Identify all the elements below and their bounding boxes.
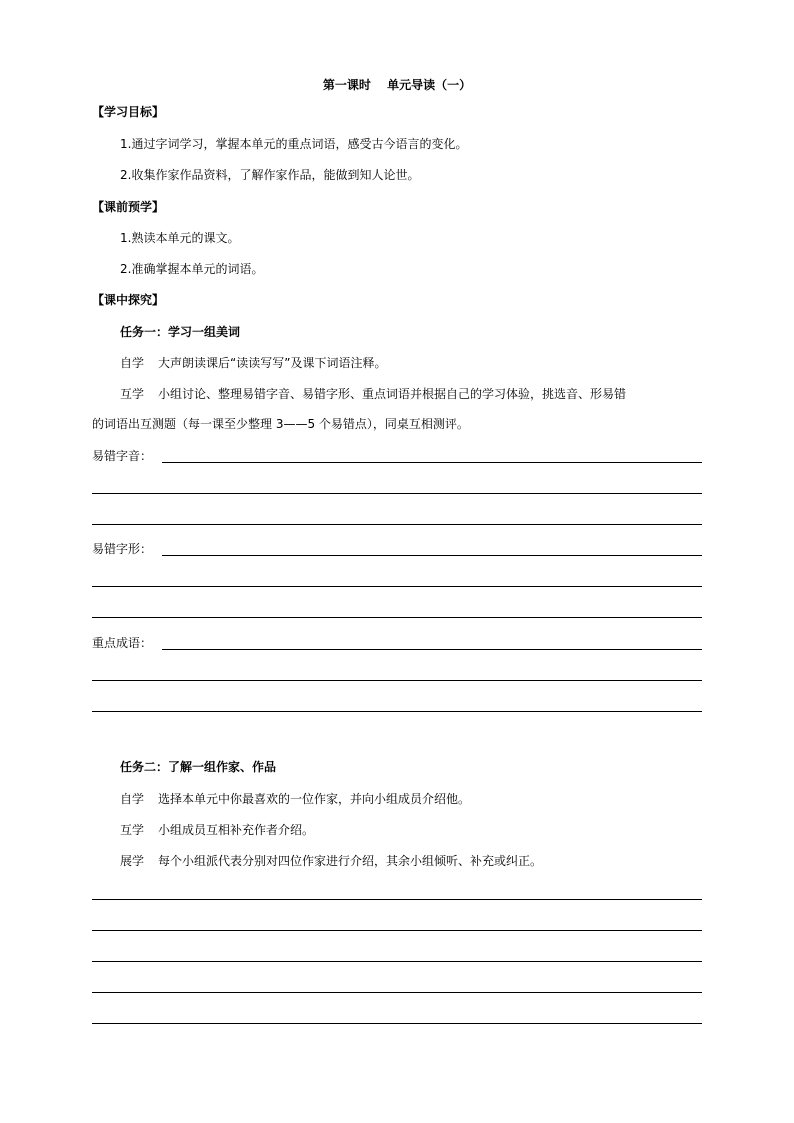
answer-line[interactable] <box>92 680 702 681</box>
task1-self-study <box>120 355 386 371</box>
task2-self-label: 自学 <box>120 792 145 806</box>
answer-line[interactable] <box>92 493 702 494</box>
task2-self-text: 选择本单元中你最喜欢的一位作家，并向小组成员介绍他。 <box>158 792 471 806</box>
answer-line[interactable] <box>92 524 702 525</box>
heading-inquiry: 【课中探究】 <box>92 293 165 307</box>
heading-learning-goals: 【学习目标】 <box>92 105 165 119</box>
task2-show-text: 每个小组派代表分别对四位作家进行介绍，其余小组倾听、补充或纠正。 <box>158 854 543 868</box>
page-title: 第一课时 单元导读（一） <box>322 78 472 92</box>
answer-line[interactable] <box>162 462 702 463</box>
task1-self-label: 自学 <box>120 356 145 370</box>
field-pronunciation-label: 易错字音： <box>92 449 153 463</box>
answer-line[interactable] <box>92 711 702 712</box>
answer-line[interactable] <box>92 586 702 587</box>
goal-item-2: 2.收集作家作品资料，了解作家作品，能做到知人论世。 <box>120 168 420 182</box>
goal-item-1: 1.通过字词学习，掌握本单元的重点词语，感受古今语言的变化。 <box>120 137 468 151</box>
task2-mutual-label: 互学 <box>120 823 145 837</box>
task1-self-text: 大声朗读课后“读读写写”及课下词语注释。 <box>158 356 387 370</box>
answer-line[interactable] <box>92 1023 702 1024</box>
task2-show-study <box>120 853 542 869</box>
answer-line[interactable] <box>92 992 702 993</box>
task2-self-study <box>120 791 470 807</box>
answer-line[interactable] <box>162 555 702 556</box>
answer-line[interactable] <box>162 649 702 650</box>
task2-mutual-text: 小组成员互相补充作者介绍。 <box>158 823 315 837</box>
answer-line[interactable] <box>92 961 702 962</box>
task2-mutual-study <box>120 822 314 838</box>
task1-mutual-text-2: 的词语出互测题（每一课至少整理 3——5 个易错点），同桌互相测评。 <box>92 417 469 431</box>
task2-show-label: 展学 <box>120 854 145 868</box>
task1-title: 任务一：学习一组美词 <box>120 325 241 339</box>
answer-line[interactable] <box>92 930 702 931</box>
answer-line[interactable] <box>92 617 702 618</box>
field-glyph-label: 易错字形： <box>92 542 153 556</box>
preview-item-1: 1.熟读本单元的课文。 <box>120 231 240 245</box>
heading-preview: 【课前预学】 <box>92 200 165 214</box>
field-idioms-label: 重点成语： <box>92 636 153 650</box>
answer-line[interactable] <box>92 899 702 900</box>
task2-title: 任务二：了解一组作家、作品 <box>120 760 277 774</box>
task1-mutual-text-1: 小组讨论、整理易错字音、易错字形、重点词语并根据自己的学习体验，挑选音、形易错 <box>158 387 627 401</box>
preview-item-2: 2.准确掌握本单元的词语。 <box>120 262 264 276</box>
task1-mutual-label: 互学 <box>120 387 145 401</box>
task1-mutual-study <box>120 386 626 402</box>
